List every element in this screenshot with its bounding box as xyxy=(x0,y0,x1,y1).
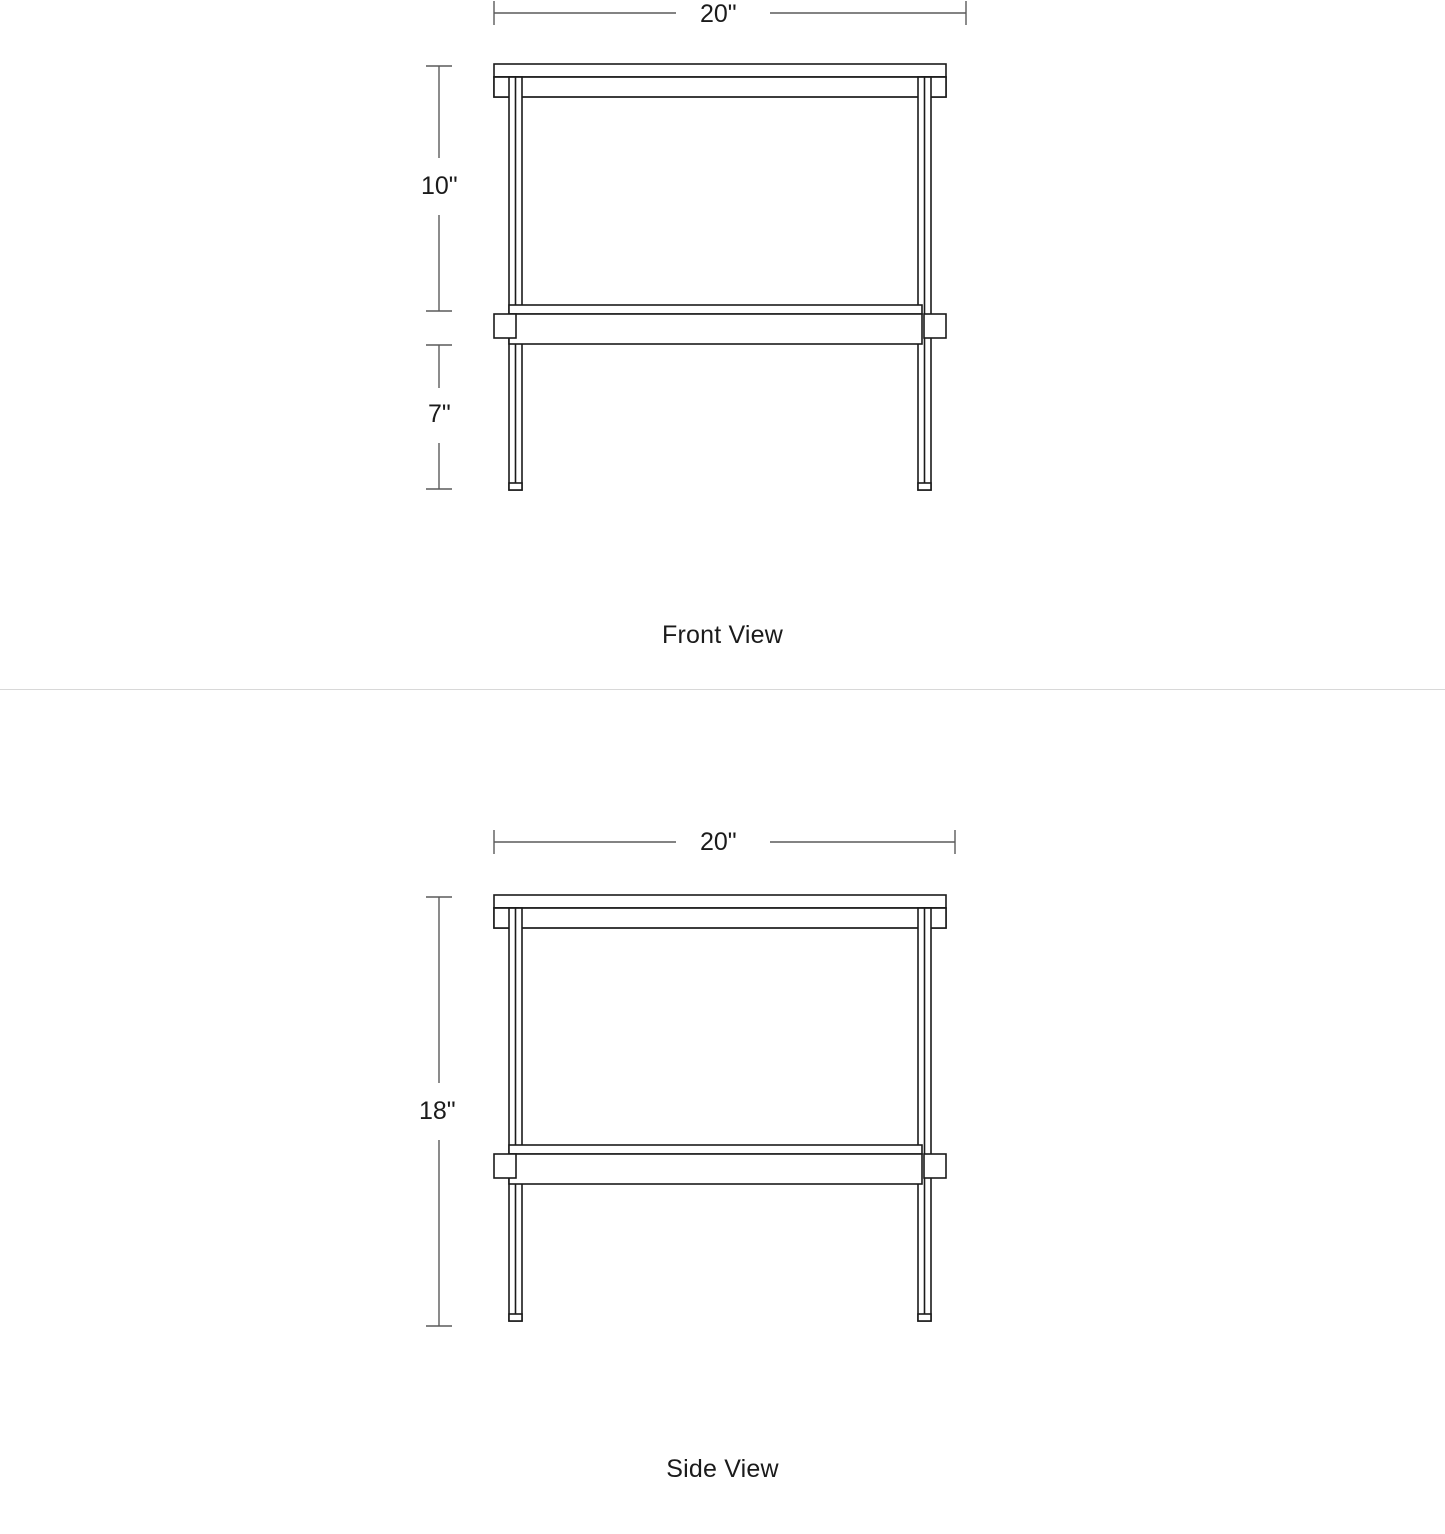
side-view-caption: Side View xyxy=(666,1455,779,1483)
front-view-drawing xyxy=(0,0,1445,690)
front-upper-height-label: 10" xyxy=(421,172,458,200)
front-view-caption: Front View xyxy=(661,621,784,649)
side-total-height-label: 18" xyxy=(419,1097,456,1125)
front-view-panel xyxy=(0,0,1445,690)
side-view-drawing xyxy=(0,690,1445,1534)
front-table-outline xyxy=(494,64,946,490)
front-lower-height-label: 7" xyxy=(428,400,451,428)
side-view-panel xyxy=(0,690,1445,1534)
side-table-outline xyxy=(494,895,946,1321)
front-width-label: 20" xyxy=(700,0,737,28)
side-width-label: 20" xyxy=(700,828,737,856)
